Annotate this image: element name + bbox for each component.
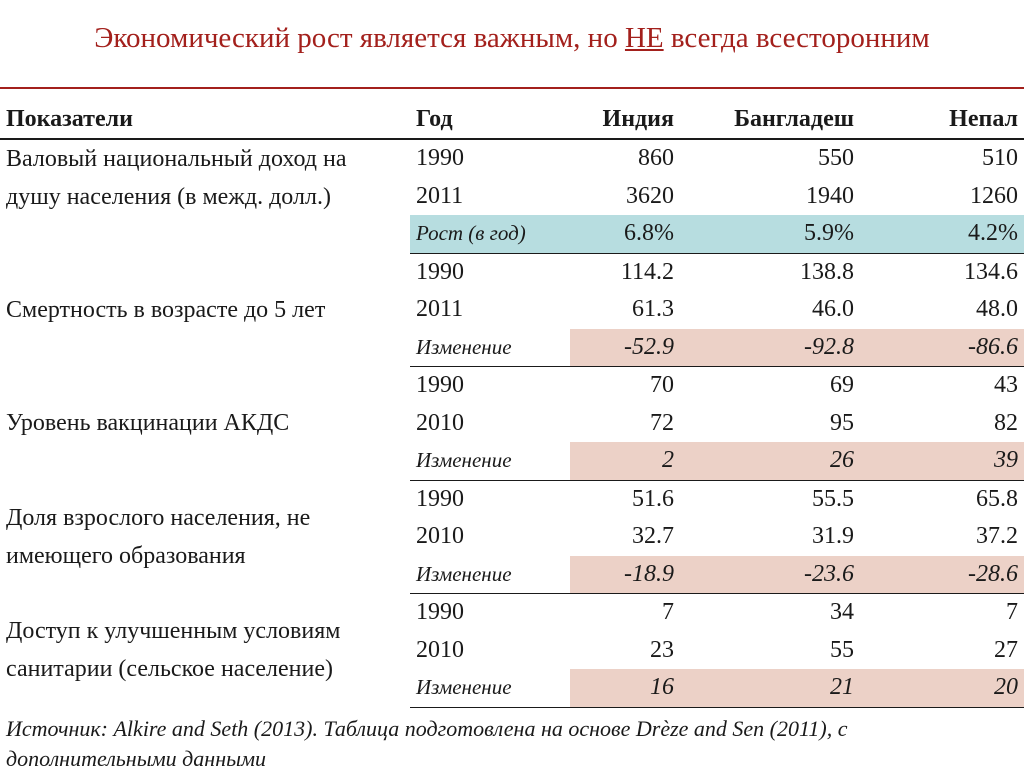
row-year: 2010 bbox=[416, 636, 464, 663]
row-year: 1990 bbox=[416, 258, 464, 285]
cell-bangladesh: 95 bbox=[830, 409, 854, 436]
row-label-growth: Рост (в год) bbox=[410, 215, 570, 253]
cell-nepal: 65.8 bbox=[976, 485, 1018, 512]
row-year: 2011 bbox=[416, 182, 464, 209]
row-year: 2011 bbox=[416, 296, 464, 323]
cell-india: 6.8% bbox=[570, 215, 680, 253]
indicator-label: Смертность в возрасте до 5 лет bbox=[6, 296, 326, 323]
cell-bangladesh: 34 bbox=[830, 599, 854, 626]
cell-bangladesh: 55 bbox=[830, 636, 854, 663]
title-part-1: Экономический рост является важным, но bbox=[94, 22, 625, 54]
cell-india: 16 bbox=[570, 669, 680, 707]
cell-nepal: -28.6 bbox=[860, 556, 1024, 594]
cell-nepal: 20 bbox=[860, 669, 1024, 707]
cell-bangladesh: 1940 bbox=[806, 182, 854, 209]
title-part-2: всегда всесторонним bbox=[663, 22, 930, 54]
cell-nepal: 7 bbox=[1006, 599, 1018, 626]
cell-india: -18.9 bbox=[570, 556, 680, 594]
cell-nepal: 134.6 bbox=[964, 258, 1018, 285]
cell-india: 860 bbox=[638, 145, 674, 172]
row-year: 1990 bbox=[416, 145, 464, 172]
cell-nepal: 27 bbox=[994, 636, 1018, 663]
cell-nepal: 48.0 bbox=[976, 296, 1018, 323]
cell-india: 51.6 bbox=[632, 485, 674, 512]
cell-nepal: 82 bbox=[994, 409, 1018, 436]
table-row bbox=[0, 253, 1024, 291]
cell-bangladesh: 21 bbox=[680, 669, 860, 707]
table-header-row bbox=[0, 100, 1024, 139]
cell-india: -52.9 bbox=[570, 329, 680, 367]
header-bangladesh: Бангладеш bbox=[680, 100, 860, 139]
cell-nepal: 4.2% bbox=[860, 215, 1024, 253]
cell-india: 72 bbox=[650, 409, 674, 436]
header-india: Индия bbox=[570, 100, 680, 139]
cell-india: 32.7 bbox=[632, 523, 674, 550]
indicator-label: Доля взрослого населения, не имеющего образования bbox=[6, 504, 311, 569]
cell-india: 3620 bbox=[626, 182, 674, 209]
row-label-change: Изменение bbox=[410, 329, 570, 367]
cell-india: 61.3 bbox=[632, 296, 674, 323]
cell-india: 2 bbox=[570, 442, 680, 480]
cell-india: 23 bbox=[650, 636, 674, 663]
cell-nepal: 1260 bbox=[970, 182, 1018, 209]
table-row bbox=[0, 480, 1024, 518]
cell-bangladesh: 26 bbox=[680, 442, 860, 480]
row-label-change: Изменение bbox=[410, 442, 570, 480]
table-row bbox=[0, 594, 1024, 632]
row-year: 1990 bbox=[416, 485, 464, 512]
table-row bbox=[0, 367, 1024, 405]
cell-bangladesh: 31.9 bbox=[812, 523, 854, 550]
cell-nepal: 39 bbox=[860, 442, 1024, 480]
cell-bangladesh: 69 bbox=[830, 372, 854, 399]
cell-bangladesh: 550 bbox=[818, 145, 854, 172]
cell-india: 114.2 bbox=[620, 258, 674, 285]
cell-bangladesh: -23.6 bbox=[680, 556, 860, 594]
slide-title bbox=[0, 22, 1024, 55]
cell-bangladesh: 55.5 bbox=[812, 485, 854, 512]
row-label-change: Изменение bbox=[410, 669, 570, 707]
cell-bangladesh: 138.8 bbox=[800, 258, 854, 285]
cell-india: 70 bbox=[650, 372, 674, 399]
title-emphasis: НЕ bbox=[624, 22, 664, 54]
indicator-label: Доступ к улучшенным условиям санитарии (сельское население) bbox=[6, 618, 341, 683]
indicators-table bbox=[0, 100, 1024, 708]
header-indicator: Показатели bbox=[0, 100, 410, 139]
row-year: 1990 bbox=[416, 599, 464, 626]
cell-bangladesh: 46.0 bbox=[812, 296, 854, 323]
row-year: 2010 bbox=[416, 523, 464, 550]
cell-india: 7 bbox=[662, 599, 674, 626]
header-nepal: Непал bbox=[860, 100, 1024, 139]
indicator-label: Валовый национальный доход на душу населения (в межд. долл.) bbox=[6, 146, 347, 210]
header-year: Год bbox=[410, 100, 570, 139]
title-divider bbox=[0, 87, 1024, 89]
cell-nepal: 43 bbox=[994, 372, 1018, 399]
cell-nepal: 510 bbox=[982, 145, 1018, 172]
source-note: Источник: Alkire and Seth (2013). Таблица подготовлена на основе Drèze and Sen (2011), с дополнительными данными bbox=[6, 716, 848, 771]
cell-nepal: -86.6 bbox=[860, 329, 1024, 367]
cell-bangladesh: 5.9% bbox=[680, 215, 860, 253]
cell-nepal: 37.2 bbox=[976, 523, 1018, 550]
row-year: 1990 bbox=[416, 372, 464, 399]
row-label-change: Изменение bbox=[410, 556, 570, 594]
row-year: 2010 bbox=[416, 409, 464, 436]
table-row bbox=[0, 139, 1024, 178]
cell-bangladesh: -92.8 bbox=[680, 329, 860, 367]
indicator-label: Уровень вакцинации АКДС bbox=[6, 410, 290, 437]
